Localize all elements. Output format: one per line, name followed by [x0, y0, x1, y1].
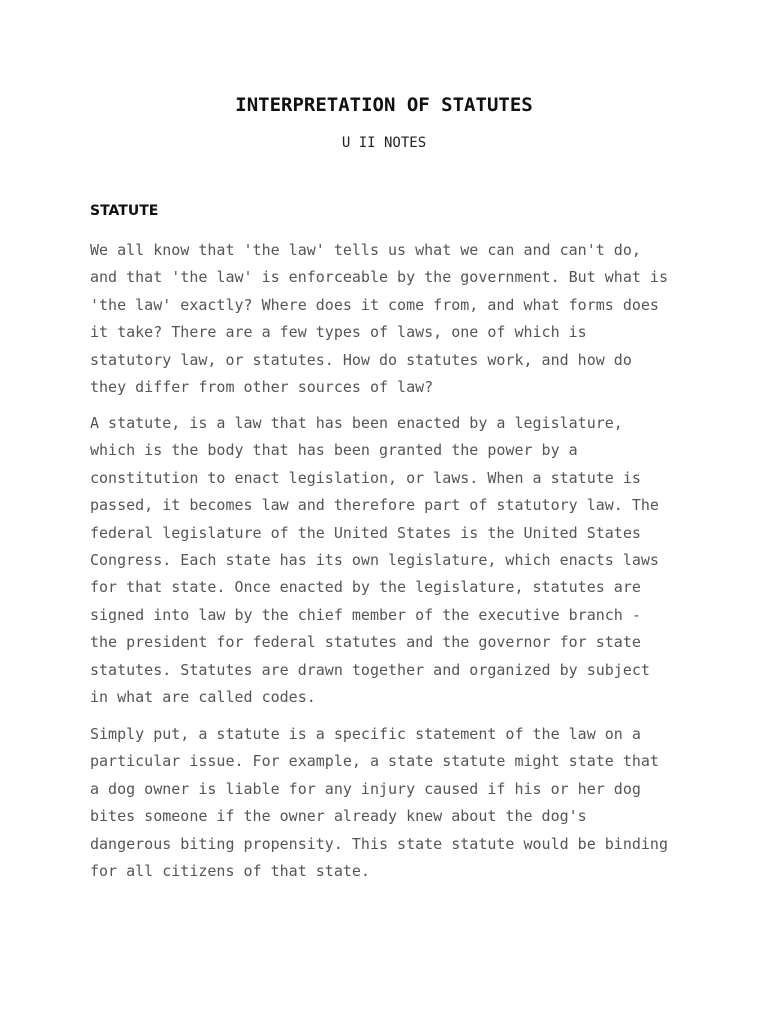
paragraph: Simply put, a statute is a specific statement of the law on a particular issue. For example, a state statute might state that a dog owner is liable for any injury caused if his or her dog bites someone if the owner already knew about the dog's dangerous biting propensity. This state statute would be binding for all citizens of that state.	[90, 725, 668, 881]
document-title: INTERPRETATION OF STATUTES	[235, 94, 533, 116]
document-subtitle: U II NOTES	[341, 135, 427, 151]
section-heading: STATUTE	[90, 203, 159, 219]
paragraph: A statute, is a law that has been enacted by a legislature, which is the body that has been granted the power by a constitution to enact legislation, or laws. When a statute is passed, it becomes law and therefore part of statutory law. The federal legislature of the United States is the United States Congress. Each state has its own legislature, which enacts laws for that state. Once enacted by the legislature, statutes are signed into law by the chief member of the executive branch - the president for federal statutes and the governor for state statutes. Statutes are drawn together and organized by subject in what are called codes.	[90, 414, 659, 707]
paragraph: We all know that 'the law' tells us what we can and can't do, and that 'the law' is enforceable by the government. But what is 'the law' exactly? Where does it come from, and what forms does it take? There are a few types of laws, one of which is statutory law, or statutes. How do statutes work, and how do they differ from other sources of law?	[90, 241, 668, 397]
